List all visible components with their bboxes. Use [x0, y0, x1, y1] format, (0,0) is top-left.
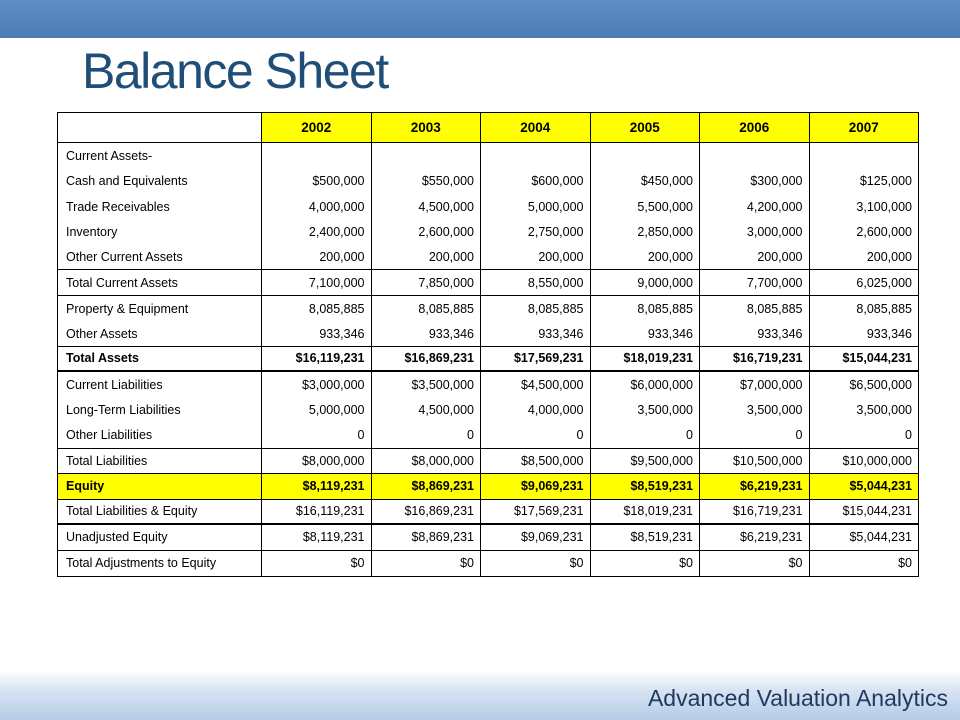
table-row [58, 143, 918, 168]
row-value-cell: 8,085,885 [372, 296, 482, 321]
row-value-cell: $600,000 [481, 168, 591, 193]
table-row [58, 347, 918, 372]
table-row [58, 194, 918, 219]
row-label: Total Assets [58, 347, 262, 370]
row-label: Equity [58, 474, 262, 498]
row-label: Long-Term Liabilities [58, 398, 262, 423]
row-value-cell: 200,000 [866, 250, 912, 265]
row-value-cell: 0 [372, 423, 482, 447]
table-row [58, 449, 918, 474]
row-value-cell: 8,085,885 [591, 296, 701, 321]
table-row [58, 398, 918, 423]
row-value-cell: $18,019,231 [591, 500, 701, 523]
row-value-cell: $125,000 [859, 174, 912, 189]
row-value-cell: $8,119,231 [262, 525, 372, 549]
row-value-cell: $6,500,000 [849, 377, 912, 392]
row-value-cell: $9,069,231 [481, 525, 591, 549]
row-value-cell: $450,000 [591, 168, 701, 193]
row-value-cell: 2,400,000 [262, 219, 372, 244]
row-value-cell: $0 [481, 551, 591, 576]
row-value-cell: 8,085,885 [481, 296, 591, 321]
row-value-cell: $5,044,231 [849, 530, 912, 545]
row-value-cell: $16,869,231 [372, 500, 482, 523]
column-header-year: 2004 [481, 113, 591, 142]
row-value-cell: 3,000,000 [700, 219, 810, 244]
table-row [58, 296, 918, 321]
row-value-cell: $0 [591, 551, 701, 576]
row-value-cell [700, 143, 810, 168]
row-value-cell: 200,000 [700, 245, 810, 269]
row-value-cell [372, 143, 482, 168]
row-value-cell: $8,500,000 [481, 449, 591, 473]
table-header-row [58, 113, 918, 143]
row-value-cell: 0 [481, 423, 591, 447]
row-value-cell: $3,500,000 [372, 372, 482, 397]
row-value-cell: 3,500,000 [591, 398, 701, 423]
row-value-cell: $300,000 [700, 168, 810, 193]
column-header-year: 2006 [700, 113, 810, 142]
table-row [58, 245, 918, 270]
row-value-cell: 9,000,000 [591, 270, 701, 294]
row-label: Cash and Equivalents [58, 168, 262, 193]
row-value-cell [591, 143, 701, 168]
row-value-cell: $17,569,231 [481, 500, 591, 523]
column-header-year: 2002 [262, 113, 372, 142]
row-value-cell: $4,500,000 [481, 372, 591, 397]
row-label: Other Liabilities [58, 423, 262, 447]
row-label: Unadjusted Equity [58, 525, 262, 549]
row-value-cell: $8,519,231 [591, 525, 701, 549]
slide-title: Balance Sheet [82, 43, 388, 99]
row-value-cell: 4,000,000 [262, 194, 372, 219]
row-value-cell: 4,500,000 [372, 194, 482, 219]
row-value-cell: 8,550,000 [481, 270, 591, 294]
table-body [58, 143, 918, 576]
row-value-cell: 2,600,000 [856, 225, 912, 240]
row-value-cell: 200,000 [481, 245, 591, 269]
row-value-cell: 933,346 [700, 321, 810, 345]
footer-band [0, 670, 960, 720]
row-value-cell: 0 [905, 428, 912, 443]
row-value-cell: 933,346 [262, 321, 372, 345]
row-label: Total Adjustments to Equity [58, 551, 262, 576]
column-header-year: 2005 [591, 113, 701, 142]
table-row [58, 219, 918, 244]
table-row [58, 168, 918, 193]
row-value-cell: $550,000 [372, 168, 482, 193]
row-value-cell: 933,346 [591, 321, 701, 345]
table-row [58, 525, 918, 550]
row-value-cell: 3,100,000 [856, 199, 912, 214]
table-row [58, 372, 918, 397]
row-value-cell: 7,850,000 [372, 270, 482, 294]
footer-brand-text: Advanced Valuation Analytics [647, 685, 948, 711]
row-label: Total Current Assets [58, 270, 262, 294]
row-value-cell: $8,519,231 [591, 474, 701, 498]
row-value-cell: 200,000 [591, 245, 701, 269]
row-value-cell: 933,346 [481, 321, 591, 345]
row-value-cell: $10,000,000 [842, 453, 912, 468]
row-value-cell: $9,500,000 [591, 449, 701, 473]
row-value-cell [481, 143, 591, 168]
row-value-cell: 933,346 [866, 326, 912, 341]
row-value-cell: 4,500,000 [372, 398, 482, 423]
row-value-cell: $6,219,231 [700, 474, 810, 498]
row-value-cell: $16,869,231 [372, 347, 482, 370]
row-value-cell: $0 [262, 551, 372, 576]
row-value-cell: 2,850,000 [591, 219, 701, 244]
row-label: Total Liabilities [58, 449, 262, 473]
table-row [58, 270, 918, 295]
row-value-cell: 933,346 [372, 321, 482, 345]
row-value-cell: 0 [700, 423, 810, 447]
table-row [58, 551, 918, 576]
row-value-cell: $16,719,231 [700, 500, 810, 523]
row-label: Inventory [58, 219, 262, 244]
table-row [58, 321, 918, 346]
row-value-cell: $0 [898, 556, 912, 571]
row-value-cell: $15,044,231 [842, 351, 912, 366]
row-label: Other Current Assets [58, 245, 262, 269]
row-value-cell: $9,069,231 [481, 474, 591, 498]
row-value-cell: 200,000 [372, 245, 482, 269]
row-value-cell: 5,000,000 [262, 398, 372, 423]
row-value-cell: $6,000,000 [591, 372, 701, 397]
row-value-cell: 4,000,000 [481, 398, 591, 423]
column-header-year: 2007 [810, 113, 919, 142]
row-value-cell: $15,044,231 [842, 504, 912, 519]
row-value-cell: $0 [372, 551, 482, 576]
row-label: Current Assets- [58, 143, 262, 168]
row-value-cell: 0 [262, 423, 372, 447]
row-label: Current Liabilities [58, 372, 262, 397]
row-value-cell: $8,000,000 [372, 449, 482, 473]
row-value-cell: $10,500,000 [700, 449, 810, 473]
row-value-cell: $16,119,231 [262, 500, 372, 523]
row-value-cell: 8,085,885 [700, 296, 810, 321]
row-label: Total Liabilities & Equity [58, 500, 262, 523]
row-value-cell: 3,500,000 [700, 398, 810, 423]
row-value-cell [262, 143, 372, 168]
row-value-cell: 5,000,000 [481, 194, 591, 219]
row-value-cell: $3,000,000 [262, 372, 372, 397]
row-value-cell: $8,000,000 [262, 449, 372, 473]
row-value-cell: 4,200,000 [700, 194, 810, 219]
row-label: Property & Equipment [58, 296, 262, 321]
row-value-cell [810, 143, 919, 168]
row-value-cell: $16,119,231 [262, 347, 372, 370]
top-bar [0, 0, 960, 38]
row-value-cell: $8,119,231 [262, 474, 372, 498]
row-value-cell: $18,019,231 [591, 347, 701, 370]
row-value-cell: 0 [591, 423, 701, 447]
row-value-cell: $16,719,231 [700, 347, 810, 370]
row-value-cell: $17,569,231 [481, 347, 591, 370]
row-value-cell: $7,000,000 [700, 372, 810, 397]
row-value-cell: $5,044,231 [810, 474, 919, 498]
balance-sheet-table [57, 112, 919, 577]
header-corner-cell [58, 113, 262, 142]
row-value-cell: 7,100,000 [262, 270, 372, 294]
row-value-cell: $8,869,231 [372, 474, 482, 498]
table-row [58, 500, 918, 525]
row-value-cell: 200,000 [262, 245, 372, 269]
row-label: Other Assets [58, 321, 262, 345]
row-value-cell: 8,085,885 [856, 301, 912, 316]
row-value-cell: 8,085,885 [262, 296, 372, 321]
row-value-cell: 7,700,000 [700, 270, 810, 294]
row-value-cell: $0 [700, 551, 810, 576]
row-value-cell: $6,219,231 [700, 525, 810, 549]
row-value-cell: $8,869,231 [372, 525, 482, 549]
column-header-year: 2003 [372, 113, 482, 142]
row-value-cell: 2,600,000 [372, 219, 482, 244]
row-value-cell: $500,000 [262, 168, 372, 193]
row-label: Trade Receivables [58, 194, 262, 219]
table-row [58, 474, 918, 499]
row-value-cell: 5,500,000 [591, 194, 701, 219]
table-row [58, 423, 918, 448]
row-value-cell: 2,750,000 [481, 219, 591, 244]
row-value-cell: 6,025,000 [856, 275, 912, 290]
row-value-cell: 3,500,000 [856, 403, 912, 418]
